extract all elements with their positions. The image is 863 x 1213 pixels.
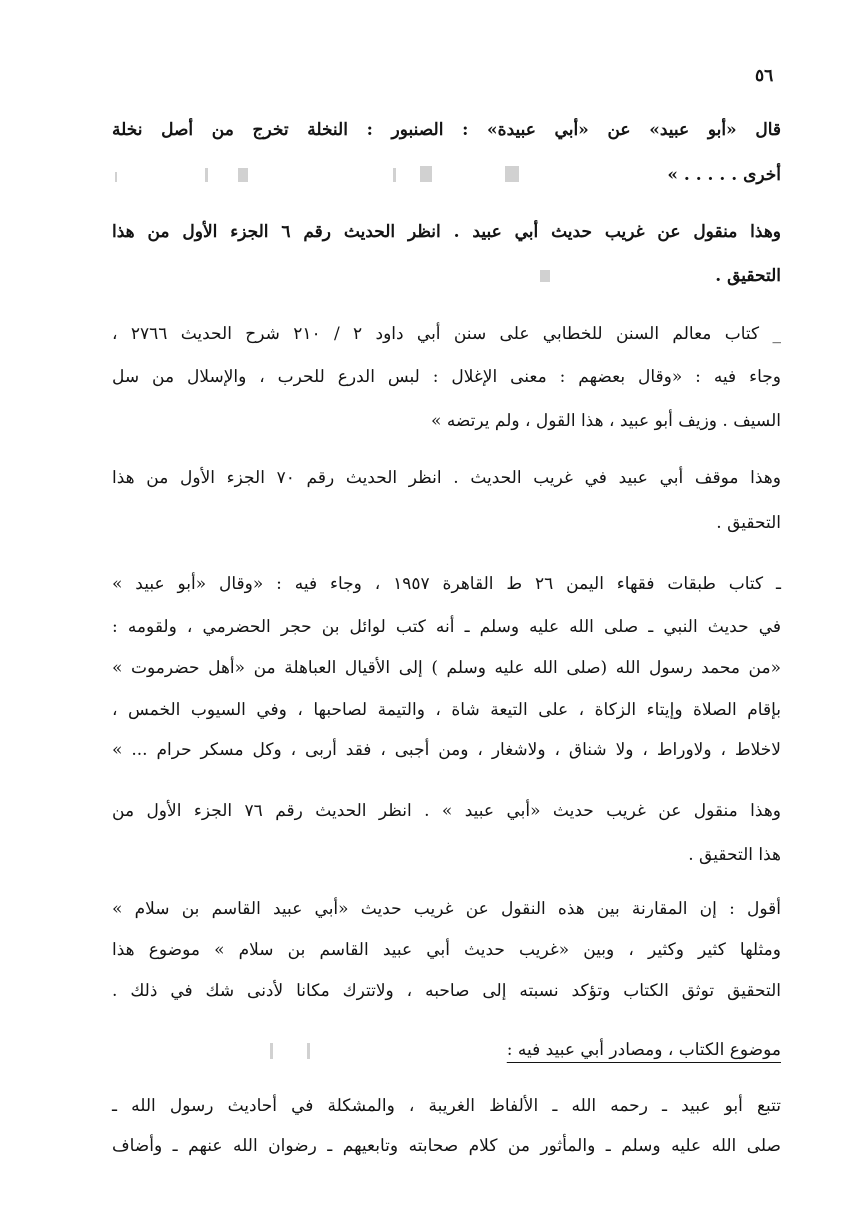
scan-artifact bbox=[540, 270, 550, 282]
scan-artifact bbox=[505, 166, 519, 182]
text-line: «من محمد رسول الله (صلى الله عليه وسلم ) إلى الأقيال العباهلة من «أهل حضرموت » bbox=[112, 658, 781, 678]
text-line: _ كتاب معالم السنن للخطابي على سنن أبي داود ٢ / ٢١٠ شرح الحديث ٢٧٦٦ ، bbox=[112, 324, 781, 344]
scan-artifact bbox=[420, 166, 432, 182]
text-line: ومثلها كثير وكثير ، وبين «غريب حديث أبي عبيد القاسم بن سلام » موضوع هذا bbox=[112, 940, 781, 960]
text-line: لاخلاط ، ولاوراط ، ولا شناق ، ولاشغار ، ومن أجبى ، فقد أربى ، وكل مسكر حرام ... » bbox=[112, 740, 781, 760]
text-line: تتبع أبو عبيد ـ رحمه الله ـ الألفاظ الغريبة ، والمشكلة في أحاديث رسول الله ـ bbox=[112, 1096, 781, 1116]
text-line: أخرى . . . . . » bbox=[667, 165, 781, 185]
text-line: أقول : إن المقارنة بين هذه النقول عن غريب حديث «أبي عبيد القاسم بن سلام » bbox=[112, 899, 781, 919]
text-line: في حديث النبي ـ صلى الله عليه وسلم ـ أنه كتب لوائل بن حجر الحضرمي ، ولقومه : bbox=[112, 617, 781, 637]
scan-artifact bbox=[238, 168, 248, 182]
scan-artifact bbox=[393, 168, 396, 182]
scan-artifact bbox=[205, 168, 208, 182]
text-line: السيف . وزيف أبو عبيد ، هذا القول ، ولم يرتضه » bbox=[431, 411, 781, 431]
text-line: التحقيق . bbox=[716, 513, 781, 533]
text-line: وهذا منقول عن غريب حديث «أبي عبيد » . انظر الحديث رقم ٧٦ الجزء الأول من bbox=[112, 801, 781, 821]
text-line: ـ كتاب طبقات فقهاء اليمن ٢٦ ط القاهرة ١٩٥٧ ، وجاء فيه : «وقال «أبو عبيد » bbox=[112, 574, 781, 594]
section-heading: موضوع الكتاب ، ومصادر أبي عبيد فيه : bbox=[506, 1040, 781, 1060]
text-line: قال «أبو عبيد» عن «أبي عبيدة» : الصنبور : النخلة تخرج من أصل نخلة bbox=[112, 120, 781, 140]
text-line: صلى الله عليه وسلم ـ والمأثور من كلام صحابته وتابعيهم ـ رضوان الله عنهم ـ وأضاف bbox=[112, 1136, 781, 1156]
text-line: التحقيق توثق الكتاب وتؤكد نسبته إلى صاحبه ، ولاتترك مكانا لأدنى شك في ذلك . bbox=[112, 981, 781, 1001]
text-line: وهذا منقول عن غريب حديث أبي عبيد . انظر الحديث رقم ٦ الجزء الأول من هذا bbox=[112, 222, 781, 242]
text-line: هذا التحقيق . bbox=[688, 845, 781, 865]
text-line: وجاء فيه : «وقال بعضهم : معنى الإغلال : لبس الدرع للحرب ، والإسلال من سل bbox=[112, 367, 781, 387]
text-line: التحقيق . bbox=[715, 266, 781, 286]
page-number: ٥٦ bbox=[755, 66, 774, 86]
text-line: بإقام الصلاة وإيتاء الزكاة ، على التيعة شاة ، والتيمة لصاحبها ، وفي السيوب الخمس ، bbox=[112, 700, 781, 720]
scan-artifact bbox=[307, 1043, 310, 1059]
scan-artifact bbox=[115, 172, 117, 182]
text-line: وهذا موقف أبي عبيد في غريب الحديث . انظر الحديث رقم ٧٠ الجزء الأول من هذا bbox=[112, 468, 781, 488]
scan-artifact bbox=[270, 1043, 273, 1059]
